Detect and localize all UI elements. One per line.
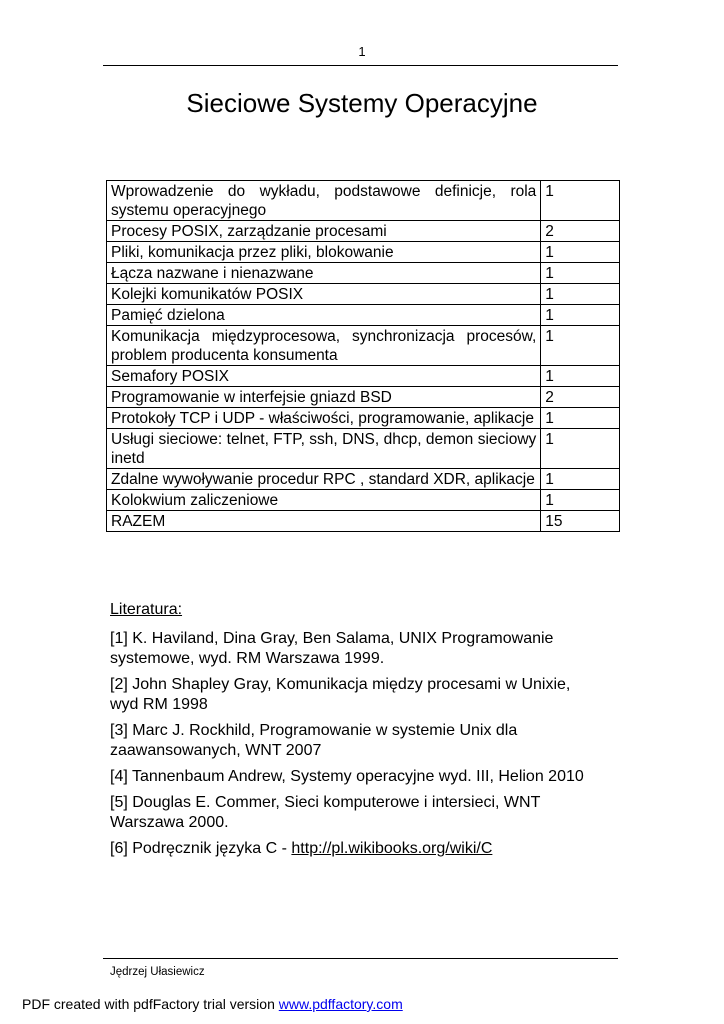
table-row [107, 429, 620, 469]
table-row [107, 326, 620, 366]
wikibooks-link[interactable]: http://pl.wikibooks.org/wiki/C [291, 840, 493, 857]
table-row [107, 181, 620, 221]
hours-cell: 1 [541, 263, 620, 284]
total-label-cell: RAZEM [107, 511, 541, 532]
table-row [107, 305, 620, 326]
literature-item: [2] John Shapley Gray, Komunikacja między procesami w Unixie, wyd RM 1998 [110, 676, 571, 713]
table-row [107, 242, 620, 263]
pdf-notice-text: PDF created with pdfFactory trial version [22, 996, 279, 1012]
topic-cell: Komunikacja międzyprocesowa, synchronizacja procesów, problem producenta konsumenta [107, 326, 541, 366]
topic-cell: Łącza nazwane i nienazwane [107, 263, 541, 284]
topic-cell: Zdalne wywoływanie procedur RPC , standard XDR, aplikacje [107, 469, 541, 490]
table-row [107, 221, 620, 242]
hours-cell: 1 [541, 366, 620, 387]
topic-cell: Pliki, komunikacja przez pliki, blokowanie [107, 242, 541, 263]
hours-cell: 1 [541, 181, 620, 221]
table-row [107, 469, 620, 490]
literature-item-with-link [110, 839, 600, 859]
topic-cell: Wprowadzenie do wykładu, podstawowe definicje, rola systemu operacyjnego [107, 181, 541, 221]
hours-cell: 1 [541, 408, 620, 429]
hours-cell: 1 [541, 242, 620, 263]
total-hours-cell: 15 [541, 511, 620, 532]
literature-item: [4] Tannenbaum Andrew, Systemy operacyjne wyd. III, Helion 2010 [110, 768, 584, 785]
literature-heading: Literatura: [110, 601, 183, 618]
table-row [107, 387, 620, 408]
table-row [107, 490, 620, 511]
literature-item: [5] Douglas E. Commer, Sieci komputerowe i intersieci, WNT Warszawa 2000. [110, 794, 541, 831]
literature-item-prefix: [6] Podręcznik języka C - [110, 840, 292, 857]
literature-section [110, 600, 600, 865]
pdf-creator-notice [22, 996, 403, 1012]
hours-cell: 2 [541, 387, 620, 408]
table-row-total [107, 511, 620, 532]
topic-cell: Kolejki komunikatów POSIX [107, 284, 541, 305]
topic-cell: Usługi sieciowe: telnet, FTP, ssh, DNS, dhcp, demon sieciowy inetd [107, 429, 541, 469]
literature-item: [1] K. Haviland, Dina Gray, Ben Salama, UNIX Programowanie systemowe, wyd. RM Warszawa 1999. [110, 630, 554, 667]
hours-cell: 1 [541, 469, 620, 490]
topic-cell: Procesy POSIX, zarządzanie procesami [107, 221, 541, 242]
topic-cell: Protokoły TCP i UDP - właściwości, programowanie, aplikacje [107, 408, 541, 429]
hours-cell: 1 [541, 305, 620, 326]
pdffactory-link[interactable]: www.pdffactory.com [278, 996, 403, 1012]
footer-rule [103, 958, 618, 959]
table-row [107, 366, 620, 387]
page-number: 1 [358, 44, 366, 59]
topic-cell: Kolokwium zaliczeniowe [107, 490, 541, 511]
topic-cell: Semafory POSIX [107, 366, 541, 387]
footer-author: Jędrzej Ułasiewicz [110, 966, 205, 978]
course-schedule-table [106, 180, 620, 532]
hours-cell: 1 [541, 284, 620, 305]
hours-cell: 1 [541, 490, 620, 511]
table-row [107, 408, 620, 429]
table-row [107, 263, 620, 284]
table-row [107, 284, 620, 305]
header-rule [103, 65, 618, 66]
topic-cell: Programowanie w interfejsie gniazd BSD [107, 387, 541, 408]
document-title: Sieciowe Systemy Operacyjne [186, 88, 538, 118]
topic-cell: Pamięć dzielona [107, 305, 541, 326]
literature-item: [3] Marc J. Rockhild, Programowanie w systemie Unix dla zaawansowanych, WNT 2007 [110, 722, 518, 759]
hours-cell: 1 [541, 326, 620, 366]
hours-cell: 1 [541, 429, 620, 469]
hours-cell: 2 [541, 221, 620, 242]
